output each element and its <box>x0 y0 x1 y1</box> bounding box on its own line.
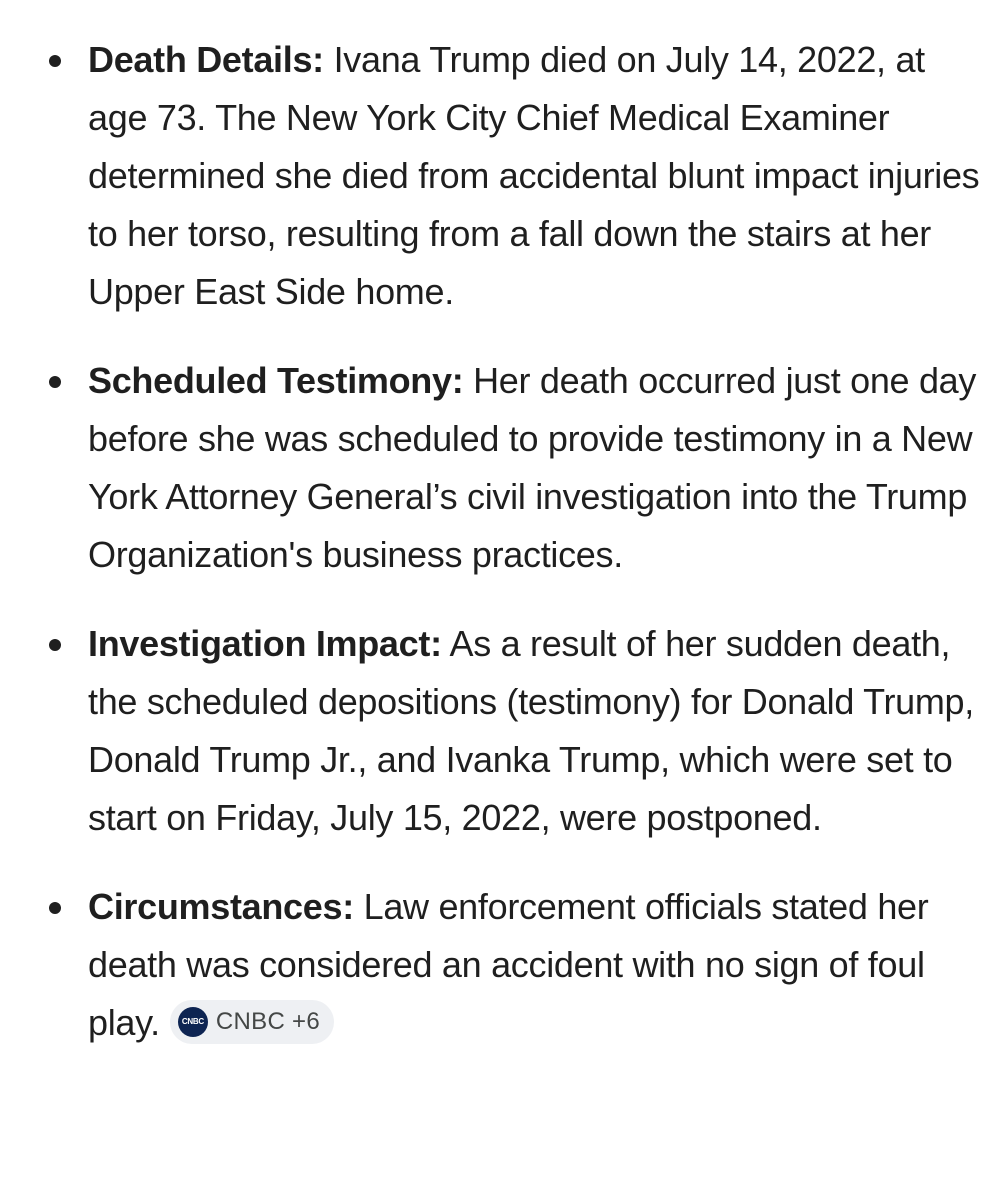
summary-bullet-list <box>0 31 1000 1052</box>
bullet-text: Her death occurred just one day before she was scheduled to provide testimony in a New York Attorney General’s civil investigation into the Trump Organization's business practices. <box>88 360 977 575</box>
bullet-scheduled-testimony <box>0 352 1000 584</box>
bullet-investigation-impact <box>0 615 1000 847</box>
source-chip-label: CNBC +6 <box>215 1008 321 1036</box>
bullet-heading: Circumstances: <box>88 886 354 927</box>
bullet-death-details <box>0 31 1000 321</box>
bullet-heading: Death Details: <box>88 39 324 80</box>
bullet-text: Ivana Trump died on July 14, 2022, at age 73. The New York City Chief Medical Examiner determined she died from accidental blunt impact injuries to her torso, resulting from a fall down the stairs at her Upper East Side home. <box>88 39 980 312</box>
bullet-heading: Scheduled Testimony: <box>88 360 464 401</box>
bullet-text: Law enforcement officials stated her death was considered an accident with no sign of foul play. <box>88 886 929 1043</box>
bullet-heading: Investigation Impact: <box>88 623 442 664</box>
bullet-dot-icon <box>49 376 61 388</box>
bullet-dot-icon <box>49 639 61 651</box>
source-chip-button[interactable] <box>170 1000 334 1044</box>
cnbc-logo-icon: CNBC <box>178 1007 208 1037</box>
bullet-text: As a result of her sudden death, the scheduled depositions (testimony) for Donald Trump, Donald Trump Jr., and Ivanka Trump, which were set to start on Friday, July 15, 2022, were postponed. <box>88 623 974 838</box>
bullet-dot-icon <box>49 55 61 67</box>
bullet-dot-icon <box>49 902 61 914</box>
bullet-circumstances <box>0 878 1000 1052</box>
